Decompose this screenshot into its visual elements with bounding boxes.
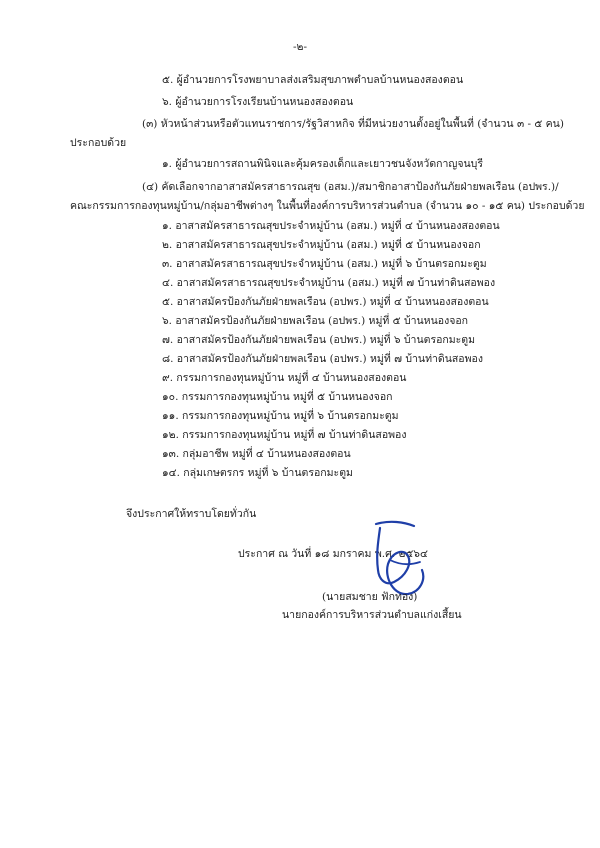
page-number: -๒-: [292, 41, 308, 53]
list-item: ๕. ผู้อำนวยการโรงพยาบาลส่งเสริมสุขภาพตำบลบ้านหนองสองตอน: [162, 74, 464, 86]
list-item: ๕. อาสาสมัครป้องกันภัยฝ่ายพลเรือน (อปพร.) หมู่ที่ ๔ บ้านหนองสองตอน: [162, 296, 489, 308]
list-item: ๓. อาสาสมัครสาธารณสุขประจำหมู่บ้าน (อสม.) หมู่ที่ ๖ บ้านตรอกมะตูม: [162, 258, 487, 270]
section-3-heading: (๓) หัวหน้าส่วนหรือตัวแทนราชการ/รัฐวิสาหกิจ ที่มีหน่วยงานตั้งอยู่ในพื้นที่ (จำนวน ๓ - ๕ คน): [142, 118, 564, 130]
list-item: ๔. อาสาสมัครสาธารณสุขประจำหมู่บ้าน (อสม.) หมู่ที่ ๗ บ้านท่าดินสอพอง: [162, 277, 496, 289]
list-item: ๖. ผู้อำนวยการโรงเรียนบ้านหนองสองตอน: [162, 96, 354, 108]
list-item: ๑. อาสาสมัครสาธารณสุขประจำหมู่บ้าน (อสม.) หมู่ที่ ๔ บ้านหนองสองตอน: [162, 220, 500, 232]
list-item: ๑๒. กรรมการกองทุนหมู่บ้าน หมู่ที่ ๗ บ้านท่าดินสอพอง: [162, 429, 407, 441]
list-item: ๘. อาสาสมัครป้องกันภัยฝ่ายพลเรือน (อปพร.) หมู่ที่ ๗ บ้านท่าดินสอพอง: [162, 353, 483, 365]
list-item: ๙. กรรมการกองทุนหมู่บ้าน หมู่ที่ ๔ บ้านหนองสองตอน: [162, 372, 407, 384]
list-item: ๒. อาสาสมัครสาธารณสุขประจำหมู่บ้าน (อสม.) หมู่ที่ ๕ บ้านหนองจอก: [162, 239, 481, 251]
list-item: ๑๑. กรรมการกองทุนหมู่บ้าน หมู่ที่ ๖ บ้านตรอกมะตูม: [162, 410, 399, 422]
list-item: ๑๔. กลุ่มเกษตรกร หมู่ที่ ๖ บ้านตรอกมะตูม: [162, 467, 353, 479]
section-4-heading: (๔) คัดเลือกจากอาสาสมัครสาธารณสุข (อสม.)/สมาชิกอาสาป้องกันภัยฝ่ายพลเรือน (อปพร.)/: [142, 181, 559, 193]
signer-name: (นายสมชาย ฟักทอง): [322, 591, 418, 603]
list-item: ๖. อาสาสมัครป้องกันภัยฝ่ายพลเรือน (อปพร.) หมู่ที่ ๕ บ้านหนองจอก: [162, 315, 469, 327]
list-item: ๑๐. กรรมการกองทุนหมู่บ้าน หมู่ที่ ๕ บ้านหนองจอก: [162, 391, 393, 403]
section-3-continuation: ประกอบด้วย: [70, 137, 127, 149]
list-item: ๗. อาสาสมัครป้องกันภัยฝ่ายพลเรือน (อปพร.) หมู่ที่ ๖ บ้านตรอกมะตูม: [162, 334, 476, 346]
announcement-text: จึงประกาศให้ทราบโดยทั่วกัน: [126, 508, 257, 520]
signer-title: นายกองค์การบริหารส่วนตำบลแก่งเสี้ยน: [282, 609, 462, 621]
section-4-continuation: คณะกรรมการกองทุนหมู่บ้าน/กลุ่มอาชีพต่างๆ ในพื้นที่องค์การบริหารส่วนตำบล (จำนวน ๑๐ - ๑๕ คน) ประกอบด้วย: [70, 200, 585, 212]
date-line: ประกาศ ณ วันที่ ๑๘ มกราคม พ.ศ. ๒๕๖๔: [238, 548, 428, 560]
list-item: ๑. ผู้อำนวยการสถานพินิจและคุ้มครองเด็กและเยาวชนจังหวัดกาญจนบุรี: [162, 158, 483, 170]
list-item: ๑๓. กลุ่มอาชีพ หมู่ที่ ๔ บ้านหนองสองตอน: [162, 448, 351, 460]
